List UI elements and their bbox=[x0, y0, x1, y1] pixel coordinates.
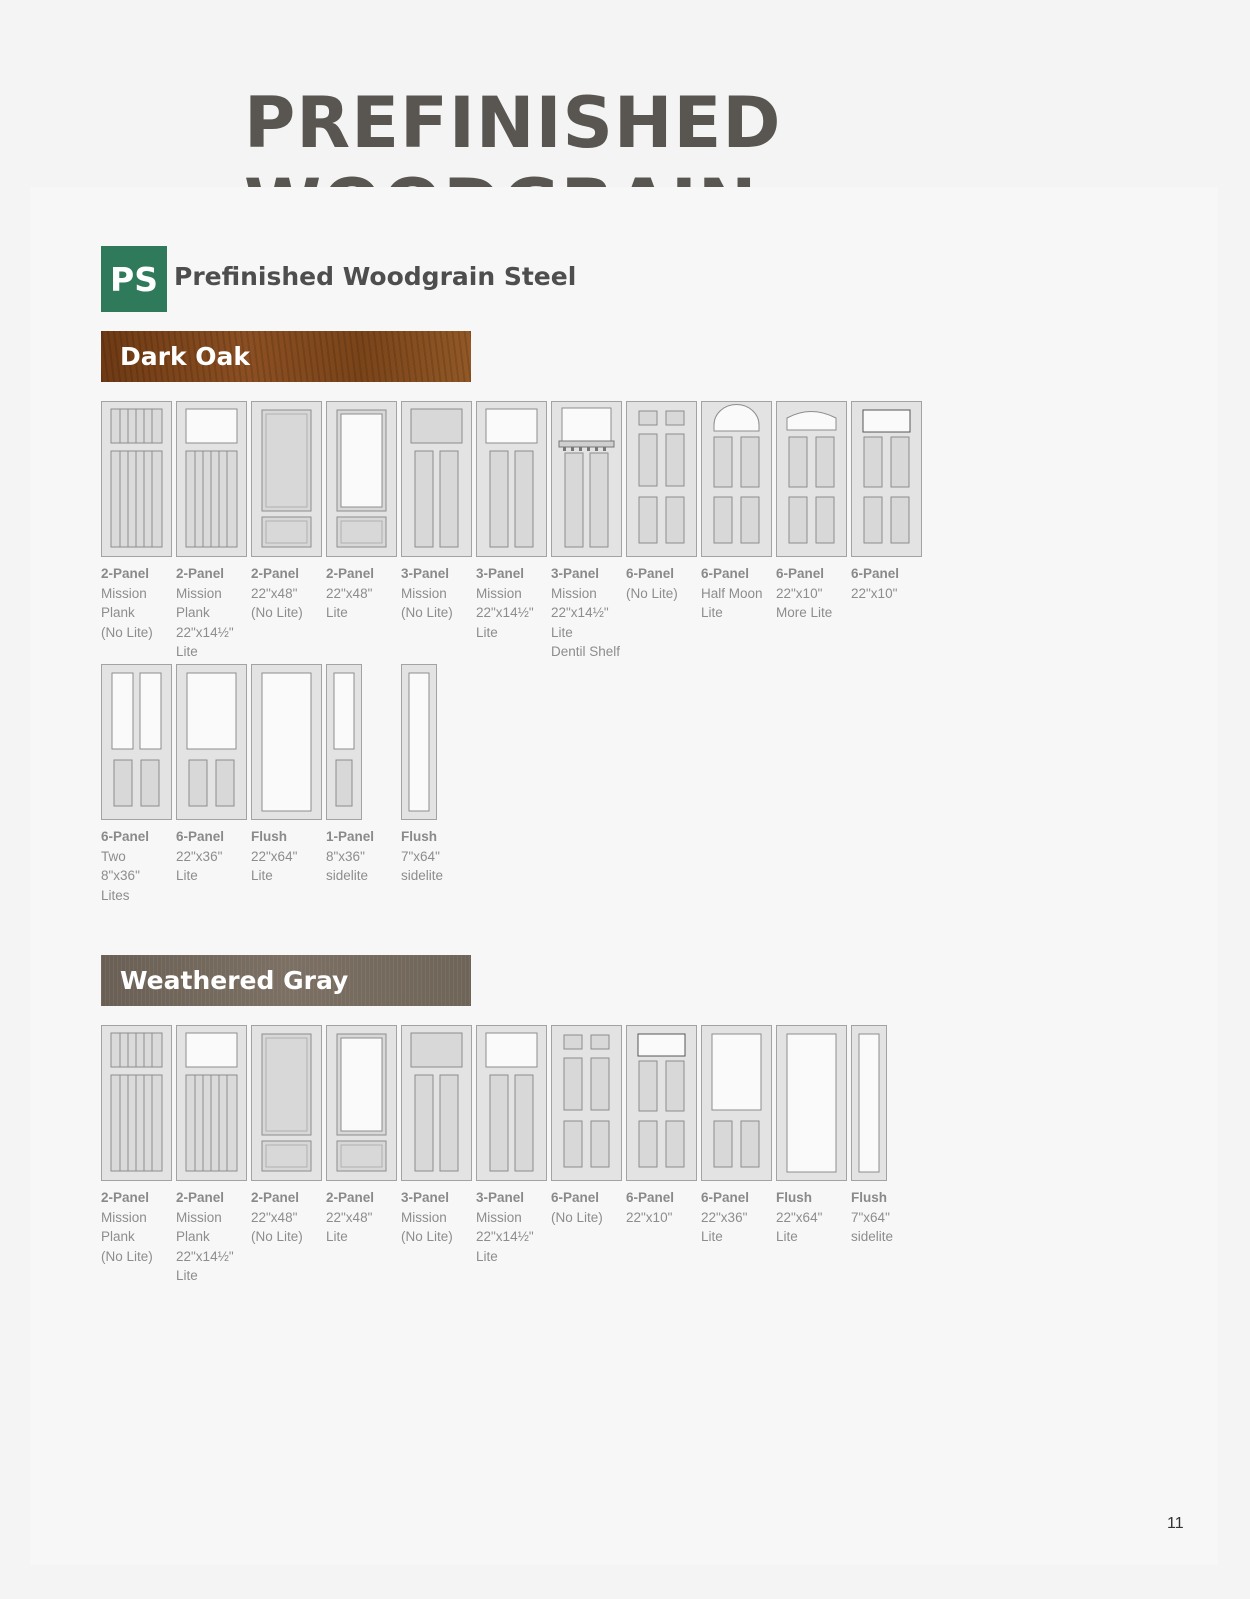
sidelite-1-panel-8x36-icon bbox=[326, 664, 362, 820]
door-label-line: (No Lite) bbox=[251, 605, 303, 620]
ps-badge: PS bbox=[101, 246, 167, 312]
door-3-panel-mission-lite-icon bbox=[476, 401, 547, 557]
door-label-line: 6-Panel bbox=[176, 829, 225, 844]
door-option bbox=[326, 401, 401, 662]
door-6-panel-two-lites-icon bbox=[101, 664, 172, 820]
door-label-line: Lite bbox=[551, 624, 573, 640]
door-label-line: 22"x10" bbox=[776, 585, 823, 601]
door-label-line: Flush bbox=[401, 829, 437, 844]
door-label-line: Mission bbox=[476, 585, 522, 601]
door-label-line: 8"x36" bbox=[326, 848, 365, 864]
dark-oak-swatch bbox=[101, 331, 471, 382]
dark-oak-door-row-1 bbox=[101, 401, 926, 662]
door-label-line: (No Lite) bbox=[101, 1248, 153, 1264]
door-label-line: Plank bbox=[176, 605, 210, 620]
door-label-line: 3-Panel bbox=[551, 566, 600, 581]
door-label-line: 3-Panel bbox=[401, 1190, 450, 1205]
door-2-panel-mission-plank-lite-icon bbox=[176, 1025, 247, 1181]
door-label-line: 22"x36" bbox=[176, 848, 223, 864]
door-option bbox=[476, 401, 551, 662]
door-option bbox=[326, 1025, 401, 1286]
door-label-line: 6-Panel bbox=[701, 1190, 750, 1205]
door-label bbox=[176, 1188, 251, 1286]
door-label-line: 22"x48" bbox=[251, 1209, 298, 1225]
door-label-line: 1-Panel bbox=[326, 829, 375, 844]
door-label-line: Mission bbox=[176, 1209, 222, 1225]
door-label bbox=[101, 827, 176, 905]
door-label-line: 22"x10" bbox=[626, 1209, 673, 1225]
door-label bbox=[851, 1188, 926, 1247]
door-option bbox=[701, 401, 776, 662]
door-label-line: 22"x14½" bbox=[476, 1229, 534, 1244]
door-label-line: 2-Panel bbox=[251, 566, 300, 581]
door-label bbox=[851, 564, 926, 603]
door-option bbox=[251, 1025, 326, 1286]
door-2-panel-mission-plank-icon bbox=[101, 401, 172, 557]
door-label bbox=[101, 564, 176, 642]
door-label-line: Plank bbox=[101, 1229, 135, 1244]
door-label-line: 6-Panel bbox=[701, 566, 750, 581]
weathered-gray-swatch bbox=[101, 955, 471, 1006]
door-2-panel-lite-icon bbox=[326, 401, 397, 557]
door-label-line: 2-Panel bbox=[326, 1190, 375, 1205]
door-option bbox=[251, 664, 326, 905]
door-option bbox=[776, 1025, 851, 1286]
door-6-panel-no-lite-icon bbox=[626, 401, 697, 557]
door-6-panel-no-lite-icon bbox=[551, 1025, 622, 1181]
door-label bbox=[401, 1188, 476, 1247]
door-6-panel-half-moon-lite-icon bbox=[701, 401, 772, 557]
door-label-line: 2-Panel bbox=[101, 566, 150, 581]
door-label bbox=[701, 1188, 776, 1247]
door-option bbox=[626, 1025, 701, 1286]
door-label-line: sidelite bbox=[851, 1229, 894, 1244]
door-2-panel-no-lite-icon bbox=[251, 1025, 322, 1181]
door-label-line: 22"x48" bbox=[326, 1209, 373, 1225]
door-label-line: 6-Panel bbox=[626, 1190, 675, 1205]
door-6-panel-22x10-icon bbox=[851, 401, 922, 557]
door-label-line: 6-Panel bbox=[626, 566, 675, 581]
door-2-panel-no-lite-icon bbox=[251, 401, 322, 557]
door-label-line: 22"x10" bbox=[851, 585, 898, 601]
door-option bbox=[551, 401, 626, 662]
door-label-line: Lite bbox=[476, 624, 498, 640]
door-label-line: 2-Panel bbox=[326, 566, 375, 581]
door-label-line: (No Lite) bbox=[101, 624, 153, 640]
door-label-line: Lite bbox=[176, 644, 198, 659]
door-label-line: 7"x64" bbox=[401, 848, 440, 864]
door-label-line: sidelite bbox=[401, 868, 444, 883]
door-label-line: 6-Panel bbox=[551, 1190, 600, 1205]
door-flush-22x64-lite-icon bbox=[251, 664, 322, 820]
door-option bbox=[101, 401, 176, 662]
door-label bbox=[476, 564, 551, 642]
door-label bbox=[701, 564, 776, 623]
door-label-line: Lite bbox=[701, 605, 723, 620]
door-label-line: Lite bbox=[176, 868, 198, 883]
door-6-panel-22x10-icon bbox=[626, 1025, 697, 1181]
door-label-line: 6-Panel bbox=[776, 566, 825, 581]
door-label bbox=[251, 564, 326, 623]
door-label bbox=[626, 1188, 701, 1227]
door-label-line: 22"x48" bbox=[326, 585, 373, 601]
door-option bbox=[401, 1025, 476, 1286]
door-label-line: (No Lite) bbox=[626, 585, 678, 601]
door-label-line: Mission bbox=[401, 585, 447, 601]
door-label-line: 6-Panel bbox=[851, 566, 900, 581]
door-label-line: Plank bbox=[101, 605, 135, 620]
door-3-panel-mission-icon bbox=[401, 1025, 472, 1181]
door-label-line: Lite bbox=[776, 1229, 798, 1244]
door-option bbox=[476, 1025, 551, 1286]
door-label-line: (No Lite) bbox=[251, 1229, 303, 1244]
door-label-line: Lite bbox=[701, 1229, 723, 1244]
door-option bbox=[701, 1025, 776, 1286]
door-6-panel-more-lite-icon bbox=[776, 401, 847, 557]
door-label-line: 22"x14½" bbox=[176, 624, 234, 640]
door-label bbox=[326, 1188, 401, 1247]
weathered-gray-label: Weathered Gray bbox=[120, 966, 349, 995]
door-option bbox=[101, 1025, 176, 1286]
door-option bbox=[401, 401, 476, 662]
door-2-panel-mission-plank-icon bbox=[101, 1025, 172, 1181]
door-label bbox=[401, 827, 476, 886]
door-label-line: Lite bbox=[326, 605, 348, 620]
door-label-line: Lites bbox=[101, 887, 130, 903]
door-label-line: Mission bbox=[401, 1209, 447, 1225]
page-number: 11 bbox=[1167, 1515, 1184, 1532]
door-label bbox=[101, 1188, 176, 1266]
door-label-line: 6-Panel bbox=[101, 829, 150, 844]
door-label-line: Lite bbox=[326, 1229, 348, 1244]
door-label-line: Dentil Shelf bbox=[551, 644, 621, 659]
door-label bbox=[326, 564, 401, 623]
door-option bbox=[851, 1025, 926, 1286]
door-label bbox=[551, 1188, 626, 1227]
sidelite-flush-7x64-icon bbox=[851, 1025, 887, 1181]
door-option bbox=[326, 664, 401, 905]
door-label-line: Mission bbox=[476, 1209, 522, 1225]
door-label-line: Mission bbox=[101, 585, 147, 601]
door-label-line: (No Lite) bbox=[401, 605, 453, 620]
door-label-line: More Lite bbox=[776, 605, 833, 620]
door-option bbox=[626, 401, 701, 662]
door-label-line: sidelite bbox=[326, 868, 369, 883]
door-label-line: 3-Panel bbox=[476, 1190, 525, 1205]
weathered-gray-door-row bbox=[101, 1025, 926, 1286]
door-6-panel-22x36-lite-icon bbox=[176, 664, 247, 820]
door-3-panel-mission-lite-icon bbox=[476, 1025, 547, 1181]
door-label-line: (No Lite) bbox=[551, 1209, 603, 1225]
door-label bbox=[776, 1188, 851, 1247]
door-option bbox=[776, 401, 851, 662]
door-option bbox=[551, 1025, 626, 1286]
door-label bbox=[476, 1188, 551, 1266]
door-option bbox=[851, 401, 926, 662]
door-option bbox=[251, 401, 326, 662]
door-label bbox=[251, 1188, 326, 1247]
door-label bbox=[401, 564, 476, 623]
door-label-line: 3-Panel bbox=[476, 566, 525, 581]
door-label-line: 3-Panel bbox=[401, 566, 450, 581]
door-label-line: 2-Panel bbox=[176, 566, 225, 581]
door-label bbox=[626, 564, 701, 603]
door-label bbox=[326, 827, 401, 886]
door-label-line: 8"x36" bbox=[101, 868, 140, 883]
door-label-line: 22"x14½" bbox=[476, 605, 534, 620]
door-label-line: 2-Panel bbox=[251, 1190, 300, 1205]
door-label-line: Mission bbox=[101, 1209, 147, 1225]
door-label-line: Mission bbox=[551, 585, 597, 601]
door-label bbox=[776, 564, 851, 623]
door-label-line: 22"x14½" bbox=[176, 1248, 234, 1264]
door-label-line: Flush bbox=[251, 829, 287, 844]
door-option bbox=[101, 664, 176, 905]
door-label bbox=[176, 827, 251, 886]
page-title: PREFINISHED bbox=[244, 82, 782, 164]
door-label-line: 22"x36" bbox=[701, 1209, 748, 1225]
door-label-line: Plank bbox=[176, 1229, 210, 1244]
door-label-line: 2-Panel bbox=[176, 1190, 225, 1205]
door-label bbox=[176, 564, 251, 662]
door-option bbox=[176, 664, 251, 905]
door-label-line: 22"x48" bbox=[251, 585, 298, 601]
door-option bbox=[176, 1025, 251, 1286]
door-label-line: Lite bbox=[476, 1248, 498, 1264]
door-option bbox=[176, 401, 251, 662]
door-flush-22x64-lite-icon bbox=[776, 1025, 847, 1181]
door-label bbox=[551, 564, 626, 662]
door-label-line: Flush bbox=[776, 1190, 812, 1205]
door-label-line: 22"x14½" bbox=[551, 605, 609, 620]
door-label-line: (No Lite) bbox=[401, 1229, 453, 1244]
door-label-line: Lite bbox=[251, 868, 273, 883]
door-label-line: Two bbox=[101, 848, 126, 864]
door-2-panel-mission-plank-lite-icon bbox=[176, 401, 247, 557]
door-label bbox=[251, 827, 326, 886]
door-3-panel-dentil-shelf-icon bbox=[551, 401, 622, 557]
sidelite-flush-7x64-icon bbox=[401, 664, 437, 820]
door-label-line: 22"x64" bbox=[251, 848, 298, 864]
door-label-line: Mission bbox=[176, 585, 222, 601]
door-label-line: Flush bbox=[851, 1190, 887, 1205]
section-title: Prefinished Woodgrain Steel bbox=[174, 262, 577, 291]
door-6-panel-22x36-lite-icon bbox=[701, 1025, 772, 1181]
door-label-line: Half Moon bbox=[701, 585, 763, 601]
door-option bbox=[401, 664, 476, 905]
dark-oak-label: Dark Oak bbox=[120, 342, 251, 371]
door-2-panel-lite-icon bbox=[326, 1025, 397, 1181]
door-3-panel-mission-icon bbox=[401, 401, 472, 557]
door-label-line: 2-Panel bbox=[101, 1190, 150, 1205]
door-label-line: 7"x64" bbox=[851, 1209, 890, 1225]
dark-oak-door-row-2 bbox=[101, 664, 476, 905]
door-label-line: Lite bbox=[176, 1268, 198, 1283]
door-label-line: 22"x64" bbox=[776, 1209, 823, 1225]
